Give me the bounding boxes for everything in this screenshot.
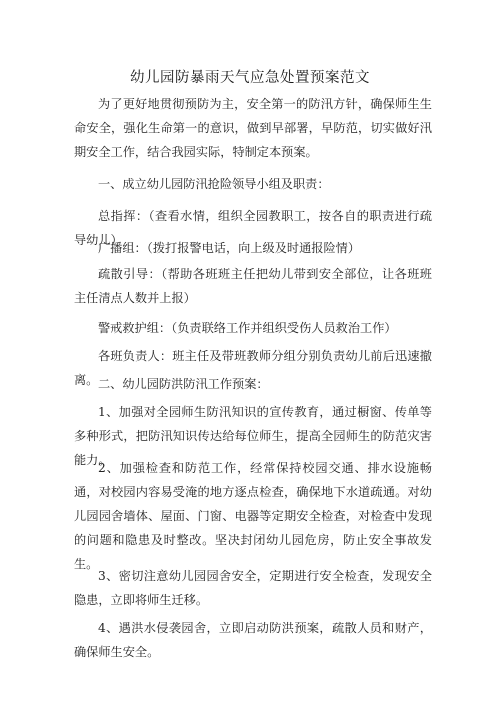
heading-section-1: 一、成立幼儿园防汛抢险领导小组及职责： xyxy=(98,177,330,191)
paragraph-item-2: 2、加强检查和防范工作，经常保持校园交通、排水设施畅通，对校园内容易受淹的地方逐点检查，确保地下水道疏通。对幼儿园园舍墙体、屋面、门窗、电器等定期安全检查，对检查中发现的问题和隐患及时整改。坚决封闭幼儿园危房，防止安全事故发生。 xyxy=(74,461,432,571)
paragraph-item-4: 4、遇洪水侵袭园舍，立即启动防洪预案，疏散人员和财产，确保师生安全。 xyxy=(74,621,432,659)
paragraph-guard-rescue-group: 警戒救护组：（负责联络工作并组织受伤人员救治工作） xyxy=(98,321,397,335)
document-title: 幼儿园防暴雨天气应急处置预案范文 xyxy=(130,70,370,86)
paragraph-broadcast-group: 广播组：（拨打报警电话，向上级及时通报险情） xyxy=(98,241,361,255)
paragraph-item-1: 1、加强对全园师生防汛知识的宣传教育，通过橱窗、传单等多种形式，把防汛知识传达给每位师生，提高全园师生的防范灾害能力。 xyxy=(74,405,432,467)
paragraph-class-leaders: 各班负责人：班主任及带班教师分组分别负责幼儿前后迅速撤离。 xyxy=(74,349,432,387)
paragraph-intro: 为了更好地贯彻预防为主，安全第一的防汛方针，确保师生生命安全，强化生命第一的意识，做到早部署，早防范，切实做好汛期安全工作，结合我园实际，特制定本预案。 xyxy=(74,97,432,159)
heading-section-2: 二、幼儿园防洪防汛工作预案： xyxy=(98,377,269,391)
paragraph-item-3: 3、密切注意幼儿园园舍安全，定期进行安全检查，发现安全隐患，立即将师生迁移。 xyxy=(74,569,432,607)
paragraph-commander: 总指挥：（查看水情，组织全园教职工，按各自的职责进行疏导幼儿） xyxy=(74,209,432,247)
paragraph-evacuation-guide: 疏散引导：（帮助各班班主任把幼儿带到安全部位，让各班班主任清点人数并上报） xyxy=(74,267,432,305)
